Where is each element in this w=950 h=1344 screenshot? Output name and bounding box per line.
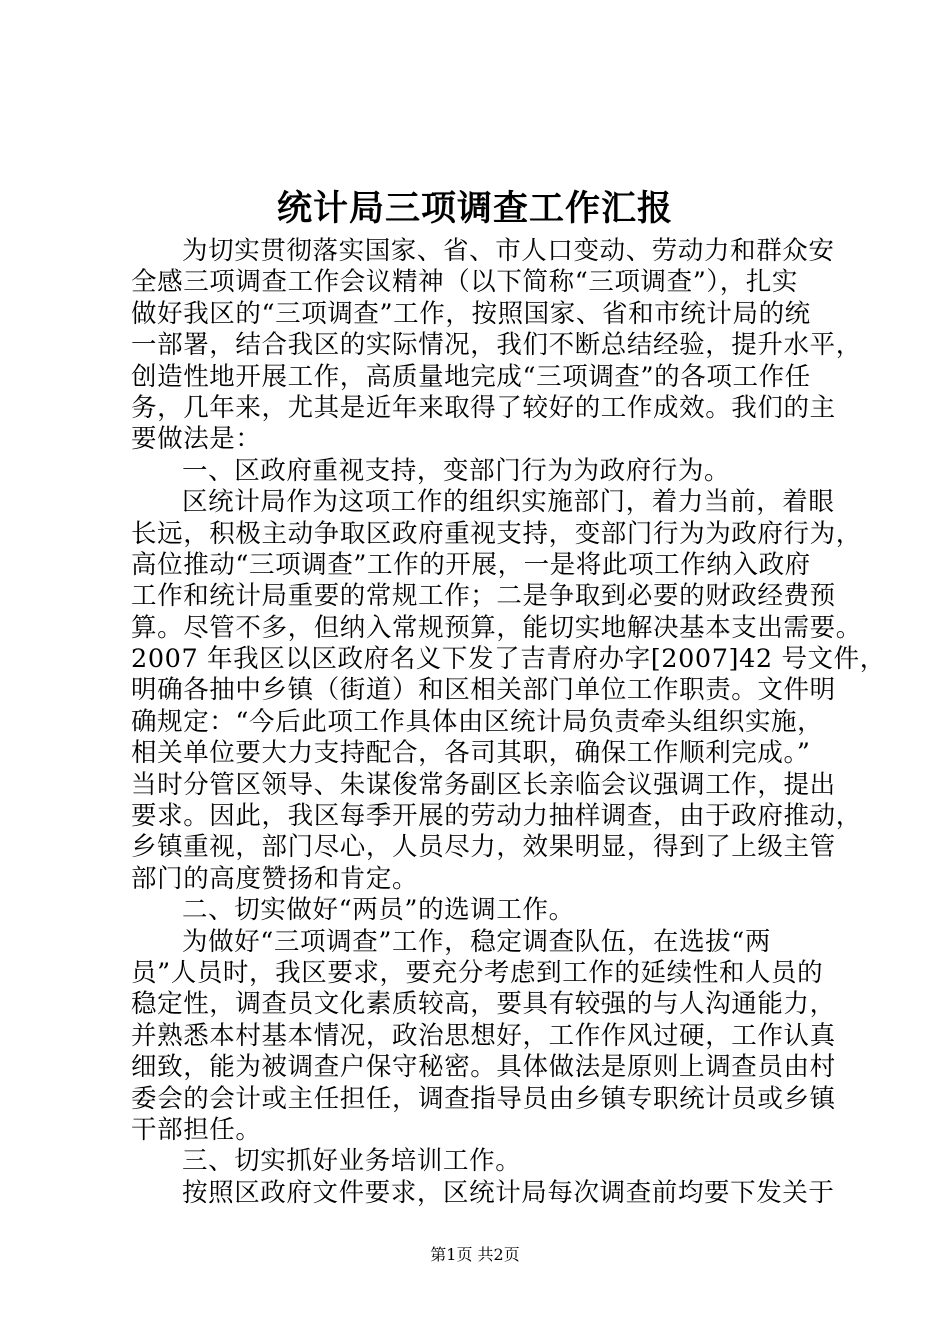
document-body [131, 236, 886, 1209]
paragraph-line: 务，几年来，尤其是近年来取得了较好的工作成效。我们的主 [131, 392, 836, 423]
section-heading-3: 三、切实抓好业务培训工作。 [182, 1146, 522, 1177]
paragraph-line: 高位推动“三项调查”工作的开展，一是将此项工作纳入政府 [131, 549, 811, 580]
document-title: 统计局三项调查工作汇报 [276, 188, 673, 229]
paragraph-line: 部门的高度赞扬和肯定。 [131, 863, 419, 894]
paragraph-line: 要做法是： [131, 424, 262, 455]
paragraph-line: 工作和统计局重要的常规工作；二是争取到必要的财政经费预 [131, 581, 836, 612]
paragraph-line: 为做好“三项调查”工作，稳定调查队伍，在选拔“两 [182, 926, 772, 957]
section-heading-2: 二、切实做好“两员”的选调工作。 [182, 895, 575, 926]
paragraph-line: 2007 年我区以区政府名义下发了吉青府办字[2007]42 号文件， [131, 644, 886, 675]
paragraph-line: 当时分管区领导、朱谋俊常务副区长亲临会议强调工作，提出 [131, 769, 836, 800]
paragraph-line: 确规定：“今后此项工作具体由区统计局负责牵头组织实施， [131, 706, 824, 737]
paragraph-line: 委会的会计或主任担任，调查指导员由乡镇专职统计员或乡镇 [131, 1083, 836, 1114]
paragraph-line: 算。尽管不多，但纳入常规预算，能切实地解决基本支出需要。 [131, 612, 862, 643]
paragraph-line: 细致，能为被调查户保守秘密。具体做法是原则上调查员由村 [131, 1052, 836, 1083]
paragraph-line: 做好我区的“三项调查”工作，按照国家、省和市统计局的统 [131, 298, 811, 329]
paragraph-line: 干部担任。 [131, 1114, 262, 1145]
paragraph-line: 并熟悉本村基本情况，政治思想好，工作作风过硬，工作认真 [131, 1020, 836, 1051]
section-heading-1: 一、区政府重视支持，变部门行为为政府行为。 [182, 455, 731, 486]
paragraph-line: 为切实贯彻落实国家、省、市人口变动、劳动力和群众安 [182, 236, 835, 266]
paragraph-line: 要求。因此，我区每季开展的劳动力抽样调查，由于政府推动， [131, 801, 862, 832]
paragraph-line: 乡镇重视，部门尽心，人员尽力，效果明显，得到了上级主管 [131, 832, 836, 863]
paragraph-line: 明确各抽中乡镇（街道）和区相关部门单位工作职责。文件明 [131, 675, 836, 706]
paragraph-line: 稳定性，调查员文化素质较高，要具有较强的与人沟通能力， [131, 989, 836, 1020]
paragraph-line: 按照区政府文件要求，区统计局每次调查前均要下发关于 [182, 1177, 835, 1208]
paragraph-line: 一部署，结合我区的实际情况，我们不断总结经验，提升水平， [131, 330, 862, 361]
paragraph-line: 全感三项调查工作会议精神（以下简称“三项调查”），扎实 [131, 267, 799, 298]
paragraph-line: 长远，积极主动争取区政府重视支持，变部门行为为政府行为， [131, 518, 862, 549]
paragraph-line: 区统计局作为这项工作的组织实施部门，着力当前，着眼 [182, 487, 835, 518]
paragraph-line: 创造性地开展工作，高质量地完成“三项调查”的各项工作任 [131, 361, 811, 392]
page-footer: 第1页 共2页 [430, 1245, 520, 1264]
paragraph-line: 员”人员时，我区要求，要充分考虑到工作的延续性和人员的 [131, 957, 824, 988]
paragraph-line: 相关单位要大力支持配合，各司其职，确保工作顺利完成。” [131, 738, 811, 769]
